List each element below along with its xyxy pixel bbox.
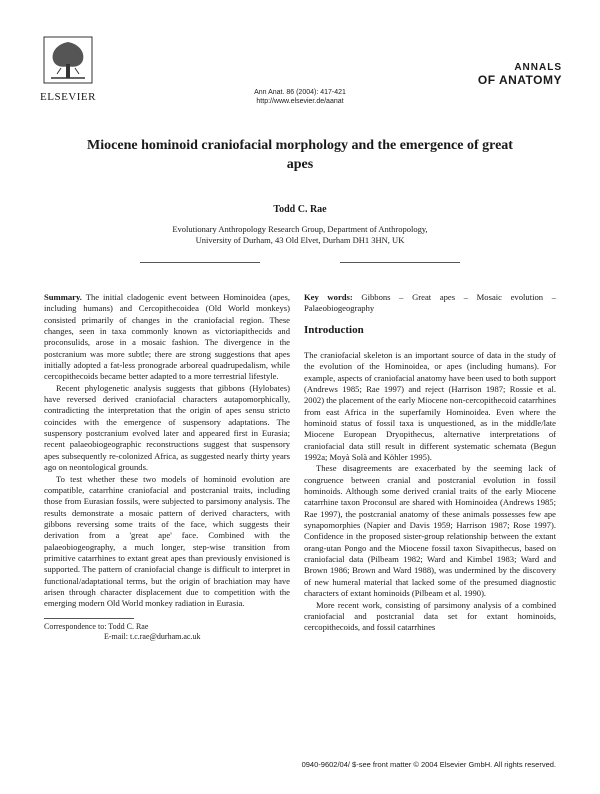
author-affiliation (100, 224, 500, 246)
summary-label: Summary. (44, 292, 82, 302)
citation-line-1: Ann Anat. 86 (2004): 417-421 (254, 89, 346, 96)
keywords (304, 292, 556, 315)
journal-logo (478, 62, 562, 86)
summary-text-1: The initial cladogenic event between Hominoidea (apes, including humans) and Cercopithecoidea (Old World monkeys) consisted primarily of changes in the craniofacial region. These changes, seen in taxa commonly known as victoriapithecids and proconsulids, arose in a mosaic fashion. The divergence in the postcranium was more subtle; there are strong suggestions that apes initially adopted a fat-less pronograde arboreal quadrupedalism, while cercopithecoids became better adapted to a more terrestrial lifestyle. (44, 292, 290, 382)
footer-code: 0940-9602/04/ $-see front matter © 2004 Elsevier GmbH. All rights reserved. (301, 760, 556, 769)
divider-right (340, 262, 460, 263)
left-column (44, 292, 290, 642)
intro-paragraph-3: More recent work, consisting of parsimony analysis of a combined craniofacial and postcranial data set for extant hominoids, cercopithecoids, and fossil catarrhines (304, 599, 556, 633)
section-heading-introduction: Introduction (304, 323, 364, 336)
keywords-text: Gibbons – Great apes – Mosaic evolution – Palaeobiogeography (304, 292, 556, 314)
keywords-label: Key words: (304, 292, 353, 302)
article-title: Miocene hominoid craniofacial morphology and the emergence of great apes (87, 138, 513, 172)
journal-name-line-1: ANNALS (514, 62, 562, 73)
publisher-name: ELSEVIER (40, 91, 96, 103)
elsevier-tree-icon (43, 36, 93, 84)
divider-left (140, 262, 260, 263)
affiliation-line-1: Evolutionary Anthropology Research Group, Department of Anthropology, (172, 224, 428, 234)
correspondence-name: Correspondence to: Todd C. Rae (44, 621, 149, 631)
affiliation-line-2: University of Durham, 43 Old Elvet, Durham DH1 3HN, UK (195, 235, 405, 245)
right-column (304, 292, 556, 634)
summary-paragraph-2: Recent phylogenetic analysis suggests that gibbons (Hylobates) have reversed derived craniofacial characters autapomorphically, contradicting the interpretation that the origin of apes sensu stricto coincides with the emergence of suspensory adaptations. The suspensory postcranium evolved later and appeared first in Eurasia; recent palaeobiogeographic reconstructions suggest that suspensory apes subsequently re-colonized Africa, as suggested nearly thirty years ago on neontological grounds. (44, 382, 290, 473)
intro-paragraph-2: These disagreements are exacerbated by the seeming lack of congruence between cranial and postcranial evolution in fossil hominoids. Although some derived cranial traits of the early Miocene catarrhine taxon Proconsul are shared with Hominoidea (Andrews 1985; Rae 1997), the postcranial anatomy of these animals possesses few ape synapomorphies (Napier and Davis 1959; Harrison 1987; Rose 1997). Confidence in the proposed sister-group relationship between the extant orang-utan Pongo and the Miocene fossil taxon Sivapithecus, based on craniofacial data (Pilbeam 1982; Ward and Kimbel 1983; Ward and Brown 1986; Brown and Ward 1988), was undermined by the discovery of new humeral material that lacked some of the presumed diagnostic characters of extant hominoids (Pilbeam et al. 1990). (304, 463, 556, 599)
article-author: Todd C. Rae (273, 204, 327, 215)
correspondence-email[interactable]: E-mail: t.c.rae@durham.ac.uk (104, 631, 201, 641)
intro-paragraph-1: The craniofacial skeleton is an important source of data in the study of the evolution of the Hominoidea, or apes (including humans). For example, aspects of craniofacial anatomy have been used to both support (Andrews 1985; Rae 1997) and reject (Harrison 1987; Rossie et al. 2002) the placement of the early Miocene non-cercopithecoid catarrhines from east Africa in the superfamily Hominoidea. Even where the hominoid status of fossil taxa is unquestioned, as in the middle/late Miocene European Dryopithecus, alternative interpretations of craniofacial data still result in different systematic schemata (Begun 1992a; Moyà Solà and Köhler 1995). (304, 349, 556, 463)
citation-line-2[interactable]: http://www.elsevier.de/aanat (256, 98, 344, 105)
journal-name-line-2: OF ANATOMY (477, 73, 562, 87)
summary-paragraph-1 (44, 292, 290, 383)
summary-paragraph-3: To test whether these two models of hominoid evolution are compatible, catarrhine craniofacial and postcranial traits, including those from Eurasian fossils, were subjected to parsimony analysis. The results demonstrate a mosaic pattern of derived characters, with gibbons reversing some traits of the face, which suggests their derivation from a 'great ape' face. Combined with the palaeobiogeography, a much longer, step-wise transition from primitive catarrhines to extant great apes than previously envisioned is supported. The pattern of craniofacial change is difficult to interpret in functional/adaptational terms, but the origin of brachiation may have arisen through character displacement due to competition with the emerging modern Old World monkey radiation in Eurasia. (44, 473, 290, 609)
citation (0, 88, 600, 106)
